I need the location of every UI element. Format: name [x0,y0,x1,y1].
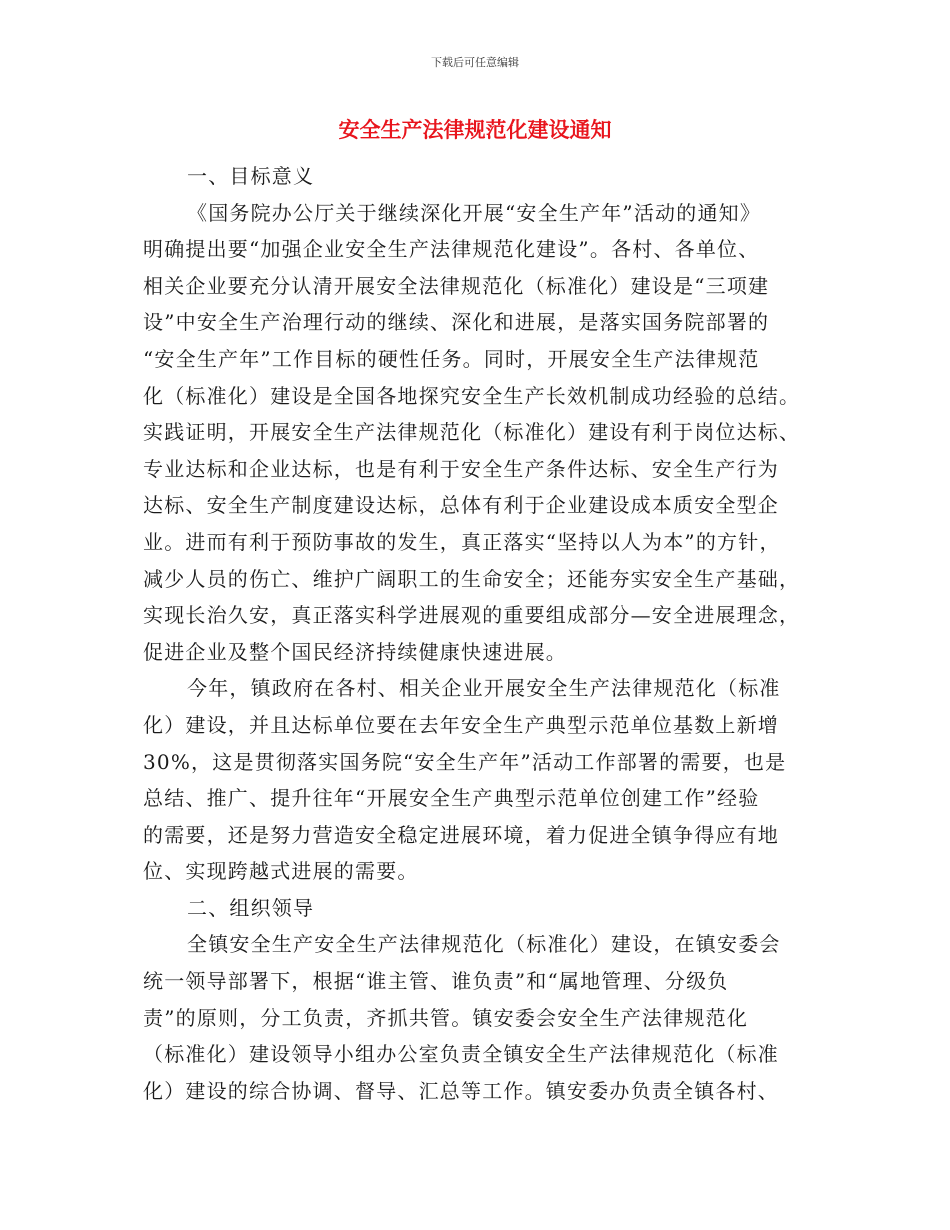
paragraph-line: 业。进而有利于预防事故的发生，真正落实“坚持以人为本”的方针， [143,529,781,554]
paragraph-line: 减少人员的伤亡、维护广阔职工的生命安全；还能夯实安全生产基础， [143,566,801,591]
paragraph-line: 的需要，还是努力营造安全稳定进展环境，着力促进全镇争得应有地 [143,822,779,847]
document-title: 安全生产法律规范化建设通知 [338,117,612,142]
paragraph-line: 全镇安全生产安全生产法律规范化（标准化）建设，在镇安委会 [187,932,781,957]
paragraph-line: 明确提出要“加强企业安全生产法律规范化建设”。各村、各单位、 [143,237,760,262]
paragraph-line: 《国务院办公厅关于继续深化开展“安全生产年”活动的通知》 [187,200,762,225]
paragraph-line: 30%，这是贯彻落实国务院“安全生产年”活动工作部署的需要，也是 [143,749,787,774]
paragraph-line: 专业达标和企业达标，也是有利于安全生产条件达标、安全生产行为 [143,456,779,481]
paragraph-line: 化（标准化）建设是全国各地探究安全生产长效机制成功经验的总结。 [143,383,801,408]
paragraph-line: 化）建设，并且达标单位要在去年安全生产典型示范单位基数上新增 [143,712,779,737]
paragraph-line: 位、实现跨越式进展的需要。 [143,859,419,884]
paragraph-line: 促进企业及整个国民经济持续健康快速进展。 [143,639,567,664]
paragraph-line: 化）建设的综合协调、督导、汇总等工作。镇安委办负责全镇各村、 [143,1078,779,1103]
paragraph-line: 责”的原则，分工负责，齐抓共管。镇安委会安全生产法律规范化 [143,1005,749,1030]
paragraph-line: 设”中安全生产治理行动的继续、深化和进展，是落实国务院部署的 [143,310,770,335]
paragraph-line: 相关企业要充分认清开展安全法律规范化（标准化）建设是“三项建 [143,273,770,298]
paragraph-line: 实现长治久安，真正落实科学进展观的重要组成部分—安全进展理念， [143,603,801,628]
document-body [143,158,813,1109]
paragraph-line: （标准化）建设领导小组办公室负责全镇安全生产法律规范化（标准 [143,1042,779,1067]
paragraph-line: 总结、推广、提升往年“开展安全生产典型示范单位创建工作”经验 [143,786,760,811]
paragraph-line: “安全生产年”工作目标的硬性任务。同时，开展安全生产法律规范 [143,346,760,371]
paragraph-line: 统一领导部署下，根据“谁主管、谁负责”和“属地管理、分级负 [143,969,729,994]
paragraph-line: 达标、安全生产制度建设达标，总体有利于企业建设成本质安全型企 [143,493,779,518]
section-heading-organization: 二、组织领导 [187,895,315,920]
paragraph-line: 实践证明，开展安全生产法律规范化（标准化）建设有利于岗位达标、 [143,420,801,445]
paragraph-line: 今年，镇政府在各村、相关企业开展安全生产法律规范化（标准 [187,676,781,701]
section-heading-goals: 一、目标意义 [187,164,315,188]
page-header: 下载后可任意编辑 [431,56,519,69]
